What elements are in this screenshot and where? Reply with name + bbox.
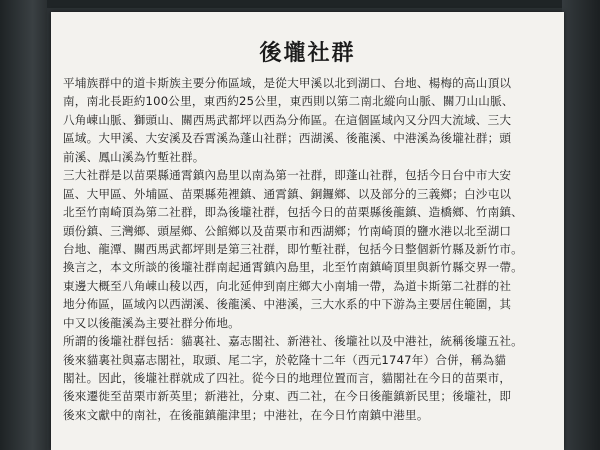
text-line: 三大社群是以苗栗縣通霄鎮內島里以南為第一社群，即蓬山社群，包括今日台中市大安 — [63, 168, 512, 183]
frame-right-edge — [562, 0, 600, 450]
text-line: 換言之，本文所談的後壠社群南起通霄鎮內島里，北至竹南鎮崎頂里與新竹縣交界一帶。 — [63, 260, 523, 275]
text-line: 北至竹南崎頂為第二社群，即為後壠社群，包括今日的苗栗縣後龍鎮、造橋鄉、竹南鎮、 — [63, 205, 523, 220]
text-line: 中又以後龍溪為主要社群分佈地。 — [63, 315, 240, 330]
text-line: 頭份鎮、三灣鄉、頭屋鄉、公館鄉以及苗栗市和西湖鄉；竹南崎頂的鹽水港以北至湖口 — [63, 223, 512, 238]
document-body — [63, 74, 553, 424]
text-line: 後來文獻中的南社，在後龍鎮龍津里；中港社，在今日竹南鎮中港里。 — [63, 407, 429, 422]
text-line: 東邊大概至八角崠山稜以西，向北延伸到南庄鄉大小南埔一帶，為道卡斯第二社群的社 — [63, 278, 512, 293]
frame-top-edge — [0, 0, 600, 8]
paper-sheet — [51, 12, 564, 450]
text-line: 區域。大甲溪、大安溪及吞霄溪為蓬山社群；西湖溪、後龍溪、中港溪為後壠社群；頭 — [63, 131, 512, 146]
text-line: 所謂的後壠社群包括：貓裏社、嘉志閣社、新港社、後壠社以及中港社，統稱後壠五社。 — [63, 334, 523, 349]
text-line: 南，南北長距約100公里，東西約25公里，東西則以第二南北縱向山脈、關刀山山脈、 — [63, 94, 514, 109]
text-line: 後來貓裏社與嘉志閣社，取頭、尾二字，於乾隆十二年（西元1747年）合併，稱為貓 — [63, 352, 507, 367]
text-line: 地分佈區，區域內以西湖溪、後龍溪、中港溪，三大水系的中下游為主要居住範圍，其 — [63, 297, 512, 312]
frame-left-edge — [0, 0, 47, 450]
text-line: 前溪、鳳山溪為竹塹社群。 — [63, 149, 205, 164]
text-line: 區、大甲區、外埔區、苗栗縣苑裡鎮、通霄鎮、銅鑼鄉、以及部分的三義鄉；白沙屯以 — [63, 186, 512, 201]
text-line: 八角崠山脈、獅頭山、關西馬武都坪以西為分佈區。在這個區域內又分四大流域、三大 — [63, 112, 512, 127]
text-line: 後來遷徙至苗栗市新英里；新港社，分東、西二社，在今日後龍鎮新民里；後壠社，即 — [63, 389, 512, 404]
document-title: 後壠社群 — [259, 41, 356, 66]
text-line: 平埔族群中的道卡斯族主要分佈區域，是從大甲溪以北到湖口、台地、楊梅的高山頂以 — [63, 76, 512, 90]
text-line: 台地、龍潭、關西馬武都坪則是第三社群，即竹塹社群，包括今日整個新竹縣及新竹市。 — [63, 241, 523, 256]
text-line: 閣社。因此，後壠社群就成了四社。從今日的地理位置而言，貓閣社在今日的苗栗市， — [63, 371, 512, 385]
